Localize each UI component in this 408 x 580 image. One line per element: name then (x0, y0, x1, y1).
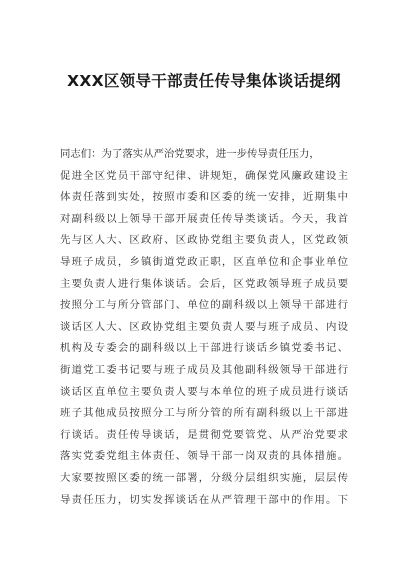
body-line: 谈话区人大、区政协党组主要负责人要与班子成员、内设 (60, 320, 348, 333)
body-line: 导责任压力，切实发挥谈话在从严管理干部中的作用。下 (60, 493, 348, 506)
document-body (60, 144, 348, 511)
body-line: 班子其他成员按照分工与所分管的所有副科级以上干部进 (60, 407, 348, 420)
body-line: 大家要按照区委的统一部署，分级分层组织实施，层层传 (60, 471, 348, 484)
body-line: 按照分工与所分管部门、单位的副科级以上领导干部进行 (60, 299, 348, 312)
body-line: 体责任落到实处，按照市委和区委的统一安排，近期集中 (60, 191, 348, 204)
body-line: 同志们：为了落实从严治党要求，进一步传导责任压力， (60, 148, 320, 160)
body-line: 行谈话。责任传导谈话，是贯彻党要管党、从严治党要求 (60, 428, 348, 441)
body-line: 主要负责人进行集体谈话。会后，区党政领导班子成员要 (60, 277, 348, 290)
body-line: 促进全区党员干部守纪律、讲规矩，确保党风廉政建设主 (60, 169, 348, 182)
body-line: 机构及专委会的副科级以上干部进行谈话乡镇党委书记、 (60, 342, 348, 355)
body-line: 先与区人大、区政府、区政协党组主要负责人，区党政领 (60, 234, 348, 247)
body-line: 谈话区直单位主要负责人要与本单位的班子成员进行谈话 (60, 385, 348, 398)
body-line: 街道党工委书记要与班子成员及其他副科级领导干部进行 (60, 363, 348, 376)
body-line: 导班子成员，乡镇街道党政正职，区直单位和企事业单位 (60, 255, 348, 268)
body-line: 落实党委党组主体责任、领导干部一岗双责的具体措施。 (60, 450, 348, 463)
body-line: 对副科级以上领导干部开展责任传导类谈话。今天，我首 (60, 212, 348, 225)
document-title: XXX区领导干部责任传导集体谈话提纲 (67, 72, 341, 90)
